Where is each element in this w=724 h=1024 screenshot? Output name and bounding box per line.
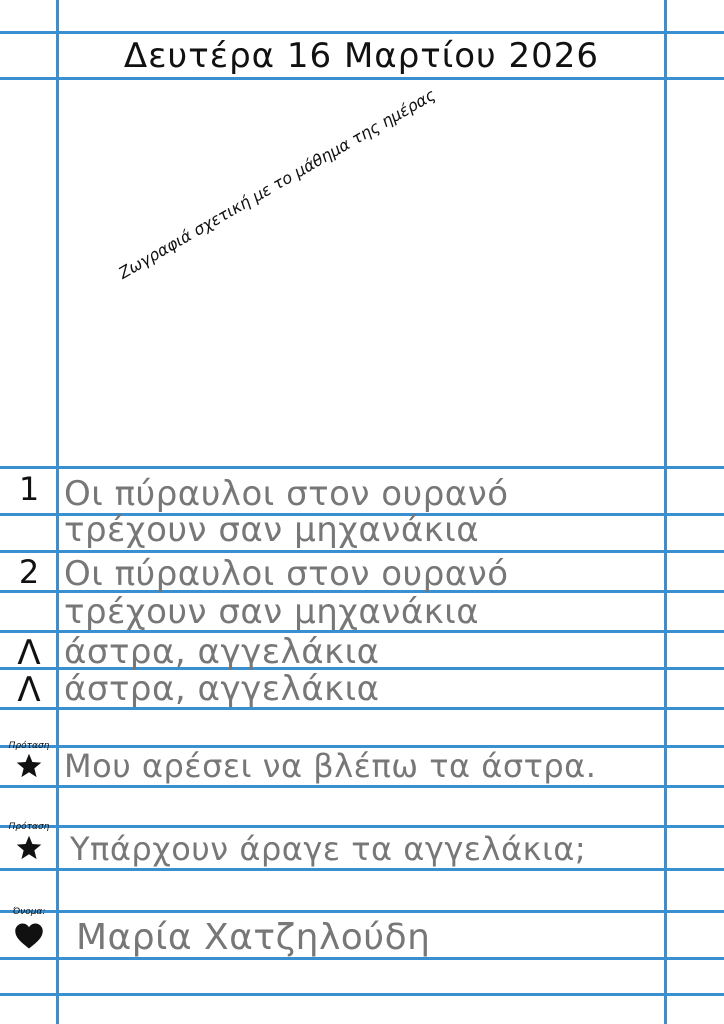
wedge-marker: Λ <box>17 670 41 710</box>
copy-line: τρέχουν σαν μηχανάκια <box>64 510 480 550</box>
ruled-line <box>0 550 724 553</box>
student-name: Μαρία Χατζηλούδη <box>76 917 431 958</box>
right-margin-line <box>664 0 667 1024</box>
word-line: άστρα, αγγελάκια <box>64 632 380 672</box>
ruled-line <box>0 868 724 871</box>
exercise-number: 2 <box>18 553 40 591</box>
name-label: Όνομα: <box>12 907 46 917</box>
wedge-marker: Λ <box>17 633 41 673</box>
copy-line: τρέχουν σαν μηχανάκια <box>64 592 480 632</box>
copy-line: Οι πύραυλοι στον ουρανό <box>64 474 509 514</box>
date-heading: Δευτέρα 16 Μαρτίου 2026 <box>123 36 600 76</box>
drawing-hint: Ζωγραφιά σχετική με το μάθημα της ημέρας <box>115 85 439 283</box>
exercise-number: 1 <box>18 470 40 508</box>
sentence-label: Πρόταση <box>8 822 50 832</box>
heart-icon <box>0 922 58 954</box>
star-icon <box>0 834 58 866</box>
ruled-line <box>0 785 724 788</box>
sentence-line: Μου αρέσει να βλέπω τα άστρα. <box>64 747 597 785</box>
copy-line: Οι πύραυλοι στον ουρανό <box>64 554 509 594</box>
sentence-line: Υπάρχουν άραγε τα αγγελάκια; <box>70 830 587 868</box>
ruled-line <box>0 31 724 34</box>
word-line: άστρα, αγγελάκια <box>64 669 380 709</box>
ruled-line <box>0 910 724 913</box>
ruled-line <box>0 993 724 996</box>
ruled-line <box>0 825 724 828</box>
star-icon <box>0 752 58 784</box>
left-margin-line <box>56 0 59 1024</box>
sentence-label: Πρόταση <box>8 741 50 751</box>
